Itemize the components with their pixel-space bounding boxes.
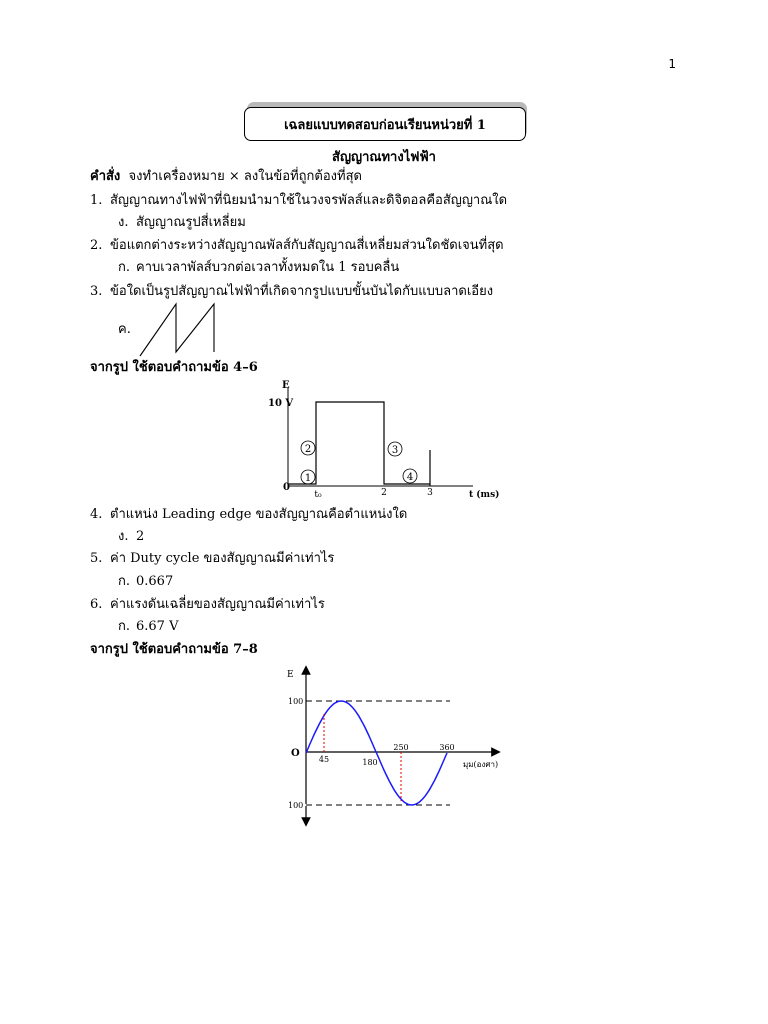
question-text: ค่า Duty cycle ของสัญญาณมีค่าเท่าไร — [110, 551, 335, 566]
instruction-label: คำสั่ง — [90, 169, 121, 184]
section-heading-4-6: จากรูป ใช้ตอบคำถามข้อ 4–6 — [90, 360, 258, 375]
sine-waveform-figure — [282, 664, 502, 828]
top-value-label: 100 — [288, 697, 304, 706]
question-3 — [90, 283, 493, 301]
sawtooth-waveform — [140, 304, 214, 356]
question-text: สัญญาณทางไฟฟ้าที่นิยมนำมาใช้ในวงจรพัลส์และดิจิตอลคือสัญญาณใด — [110, 193, 508, 208]
answer-text: สัญญาณรูปสี่เหลี่ยม — [136, 215, 246, 230]
x-tick-3: 3 — [427, 488, 433, 498]
answer-1 — [118, 214, 246, 232]
answer-letter: ค. — [118, 322, 131, 337]
answer-4 — [118, 528, 144, 546]
marker-1-label: 1 — [304, 473, 312, 484]
instruction — [90, 168, 362, 186]
question-5 — [90, 550, 334, 568]
answer-6 — [118, 618, 178, 636]
page-number: 1 — [668, 57, 676, 71]
answer-letter: ก. — [118, 619, 131, 634]
question-number: 4. — [90, 507, 103, 522]
x-tick-360: 360 — [439, 743, 455, 752]
question-number: 3. — [90, 284, 103, 299]
y-axis-label: E — [282, 380, 290, 391]
answer-letter: ง. — [118, 529, 129, 544]
answer-text: 2 — [136, 529, 145, 544]
x-tick-2: 2 — [381, 488, 387, 498]
question-text: ค่าแรงดันเฉลี่ยของสัญญาณมีค่าเท่าไร — [110, 597, 325, 612]
question-4 — [90, 506, 407, 524]
question-1 — [90, 192, 507, 210]
question-text: ตำแหน่ง Leading edge ของสัญญาณคือตำแหน่งใด — [110, 507, 408, 522]
answer-text: 0.667 — [136, 574, 174, 589]
answer-text: 6.67 V — [136, 619, 179, 634]
x-tick-180: 180 — [362, 758, 378, 767]
bottom-value-label: 100 — [288, 801, 304, 810]
answer-5 — [118, 573, 173, 591]
instruction-text: จงทำเครื่องหมาย × ลงในข้อที่ถูกต้องที่สุด — [128, 169, 362, 184]
marker-3-label: 3 — [391, 445, 399, 456]
question-text: ข้อใดเป็นรูปสัญญาณไฟฟ้าที่เกิดจากรูปแบบขั้นบันไดกับแบบลาดเอียง — [110, 284, 494, 299]
y-axis-label: E — [287, 670, 294, 680]
pulse-waveform-figure — [258, 378, 508, 503]
question-text: ข้อแตกต่างระหว่างสัญญาณพัลส์กับสัญญาณสี่เหลี่ยมส่วนใดชัดเจนที่สุด — [110, 238, 504, 253]
answer-letter: ง. — [118, 215, 129, 230]
question-number: 2. — [90, 238, 103, 253]
origin-label: O — [291, 748, 300, 759]
answer-letter: ก. — [118, 260, 131, 275]
sine-waveform — [306, 701, 447, 805]
question-number: 6. — [90, 597, 103, 612]
answer-3 — [118, 321, 136, 339]
x-tick-t0: t₀ — [314, 490, 322, 500]
question-2 — [90, 237, 504, 255]
level-label: 10 V — [268, 398, 294, 409]
question-6 — [90, 596, 325, 614]
answer-letter: ก. — [118, 574, 131, 589]
origin-label: 0 — [283, 482, 290, 493]
page-subtitle: สัญญาณทางไฟฟ้า — [332, 150, 436, 165]
x-axis-label: t (ms) — [469, 490, 500, 500]
x-axis-label: มุม(องศา) — [463, 760, 499, 769]
sawtooth-waveform-figure — [138, 300, 228, 358]
x-tick-45: 45 — [318, 755, 330, 764]
answer-2 — [118, 259, 399, 277]
section-heading-7-8: จากรูป ใช้ตอบคำถามข้อ 7–8 — [90, 642, 258, 657]
marker-4-label: 4 — [406, 472, 414, 483]
answer-text: คาบเวลาพัลส์บวกต่อเวลาทั้งหมดใน 1 รอบคลื่น — [136, 260, 400, 275]
question-number: 5. — [90, 551, 103, 566]
question-number: 1. — [90, 193, 103, 208]
page-title: เฉลยแบบทดสอบก่อนเรียนหน่วยที่ 1 — [244, 107, 526, 141]
marker-2-label: 2 — [304, 444, 312, 455]
x-tick-250: 250 — [393, 743, 409, 752]
